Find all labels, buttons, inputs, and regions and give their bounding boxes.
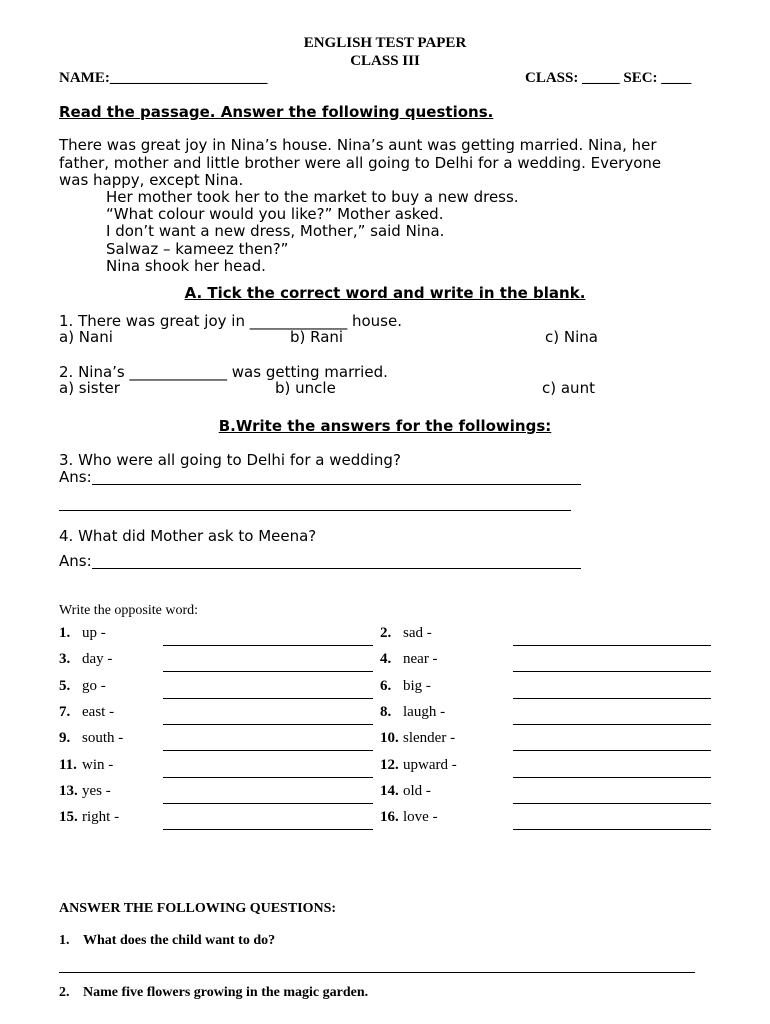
- question-2: 2. Nina’s _____________ was getting married.: [59, 363, 388, 381]
- opposite-number: 11.: [59, 757, 77, 773]
- q3-answer-line[interactable]: [92, 484, 581, 485]
- passage-line: father, mother and little brother were all going to Delhi for a wedding. Everyone: [59, 154, 662, 172]
- opposite-word: love -: [403, 809, 438, 825]
- question-1: 1. There was great joy in _____________ house.: [59, 312, 402, 330]
- q4-ans-label: Ans:: [59, 552, 92, 570]
- opposite-number: 1.: [59, 625, 71, 641]
- opposite-answer-line[interactable]: [513, 829, 711, 830]
- q2-option-c[interactable]: c) aunt: [542, 379, 595, 397]
- opposite-number: 8.: [380, 704, 392, 720]
- opposite-number: 4.: [380, 651, 392, 667]
- opposite-number: 10.: [380, 730, 399, 746]
- class-heading: CLASS III: [350, 53, 420, 69]
- opposite-answer-line[interactable]: [163, 829, 373, 830]
- opposite-word: sad -: [403, 625, 432, 641]
- question-3: 3. Who were all going to Delhi for a wedding?: [59, 451, 401, 469]
- opposite-answer-line[interactable]: [513, 698, 711, 699]
- name-blank[interactable]: _____________________: [109, 70, 268, 86]
- opposite-answer-line[interactable]: [163, 645, 373, 646]
- opposite-answer-line[interactable]: [163, 724, 373, 725]
- opposite-answer-line[interactable]: [163, 803, 373, 804]
- opposite-number: 14.: [380, 783, 399, 799]
- opposite-word: laugh -: [403, 704, 446, 720]
- passage-line: There was great joy in Nina’s house. Nina’s aunt was getting married. Nina, her: [59, 136, 657, 154]
- opposite-word: yes -: [82, 783, 111, 799]
- q3-ans-label: Ans:: [59, 468, 92, 486]
- opposite-number: 13.: [59, 783, 78, 799]
- final-q1-text: What does the child want to do?: [83, 933, 276, 948]
- opposite-word: big -: [403, 678, 431, 694]
- opposite-number: 12.: [380, 757, 399, 773]
- opposite-answer-line[interactable]: [513, 777, 711, 778]
- passage-line: was happy, except Nina.: [59, 171, 244, 189]
- opposite-answer-line[interactable]: [163, 750, 373, 751]
- q1-option-a[interactable]: a) Nani: [59, 328, 113, 346]
- opposite-word: day -: [82, 651, 113, 667]
- opposite-number: 3.: [59, 651, 71, 667]
- final-q2-num: 2.: [59, 985, 70, 1000]
- opposite-word: upward -: [403, 757, 457, 773]
- opposite-word: right -: [82, 809, 120, 825]
- opposite-word: slender -: [403, 730, 456, 746]
- opposite-word: go -: [82, 678, 106, 694]
- opposites-heading: Write the opposite word:: [59, 603, 199, 618]
- opposite-number: 16.: [380, 809, 399, 825]
- opposite-answer-line[interactable]: [163, 698, 373, 699]
- opposite-answer-line[interactable]: [163, 777, 373, 778]
- opposite-word: south -: [82, 730, 124, 746]
- q2-option-b[interactable]: b) uncle: [275, 379, 336, 397]
- passage-line: Nina shook her head.: [106, 257, 266, 275]
- passage-line: “What colour would you like?” Mother asked.: [106, 205, 444, 223]
- opposite-answer-line[interactable]: [513, 671, 711, 672]
- final-q1-num: 1.: [59, 933, 70, 948]
- opposite-number: 7.: [59, 704, 71, 720]
- passage-line: I don’t want a new dress, Mother,” said Nina.: [106, 222, 445, 240]
- passage-line: Salwaz – kameez then?”: [106, 240, 289, 258]
- opposite-number: 6.: [380, 678, 392, 694]
- section-a-heading: A. Tick the correct word and write in the blank.: [184, 284, 586, 302]
- final-q2-text: Name five flowers growing in the magic garden.: [83, 985, 369, 1000]
- q4-answer-line[interactable]: [92, 568, 581, 569]
- page-title: ENGLISH TEST PAPER: [303, 35, 467, 51]
- q2-option-a[interactable]: a) sister: [59, 379, 120, 397]
- q1-option-c[interactable]: c) Nina: [545, 328, 598, 346]
- q1-option-b[interactable]: b) Rani: [290, 328, 344, 346]
- opposite-number: 9.: [59, 730, 71, 746]
- final-q1-answer-line[interactable]: [59, 972, 695, 973]
- opposite-answer-line[interactable]: [163, 671, 373, 672]
- question-4: 4. What did Mother ask to Meena?: [59, 527, 317, 545]
- opposite-word: up -: [82, 625, 106, 641]
- passage-line: Her mother took her to the market to buy a new dress.: [106, 188, 519, 206]
- opposite-answer-line[interactable]: [513, 645, 711, 646]
- opposite-answer-line[interactable]: [513, 803, 711, 804]
- opposite-word: old -: [403, 783, 431, 799]
- opposite-number: 2.: [380, 625, 392, 641]
- opposite-number: 15.: [59, 809, 78, 825]
- class-sec-label[interactable]: CLASS: _____ SEC: ____: [525, 70, 692, 86]
- q3-answer-line-2[interactable]: [59, 510, 571, 511]
- opposite-word: east -: [82, 704, 115, 720]
- final-heading: ANSWER THE FOLLOWING QUESTIONS:: [59, 901, 337, 916]
- opposite-word: win -: [82, 757, 114, 773]
- opposite-word: near -: [403, 651, 438, 667]
- opposite-number: 5.: [59, 678, 71, 694]
- name-label: [59, 70, 267, 87]
- name-label-text: NAME:: [59, 70, 110, 86]
- opposite-answer-line[interactable]: [513, 724, 711, 725]
- section-b-heading: B.Write the answers for the followings:: [218, 417, 552, 435]
- passage-instruction: Read the passage. Answer the following questions.: [59, 103, 494, 121]
- opposite-answer-line[interactable]: [513, 750, 711, 751]
